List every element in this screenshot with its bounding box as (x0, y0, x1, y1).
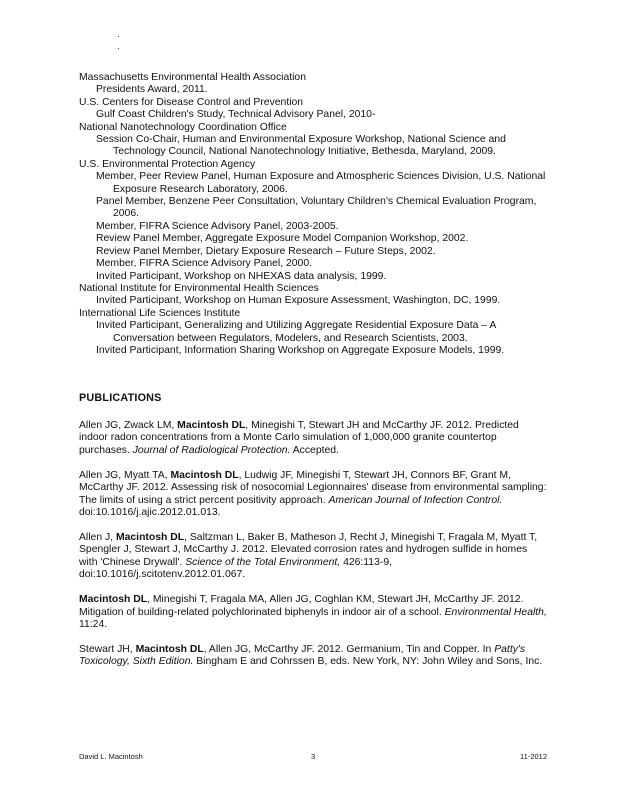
pub-journal: Journal of Radiological Protection. (132, 444, 291, 456)
scan-speck (118, 36, 119, 37)
pub-authors-pre: Allen JG, Zwack LM, (79, 420, 178, 431)
org-name: International Life Sciences Institute (79, 307, 241, 319)
pub-journal: Science of the Total Environment, (185, 556, 341, 568)
affiliation-item: Invited Participant, Workshop on Human Exposure Assessment, Washington, DC, 1999. (96, 295, 501, 307)
org-name: U.S. Centers for Disease Control and Prevention (79, 96, 304, 108)
affiliation-item: Review Panel Member, Dietary Exposure Research – Future Steps, 2002. (96, 245, 436, 257)
affiliation-item: Panel Member, Benzene Peer Consultation, Voluntary Children's Chemical Evaluation Program, 2006. (96, 196, 537, 220)
affiliation-item: Gulf Coast Children's Study, Technical Advisory Panel, 2010- (96, 109, 376, 121)
pub-author-highlight: Macintosh DL (135, 644, 204, 656)
pub-journal: American Journal of Infection Control. (328, 494, 503, 506)
publication-entry (79, 644, 547, 669)
publications-heading: PUBLICATIONS (79, 392, 162, 404)
publications-list (79, 420, 547, 681)
pub-author-highlight: Macintosh DL (177, 420, 246, 431)
pub-citation: , Saltzman L, Baker B, Matheson J, Recht J, Minegishi T, Fragala M, Myatt T, Spengler J, Stewart J, McCarthy J. 2012. Elevated corrosion rates and hydrogen sulfide in homes with 'Chinese Drywall'. (79, 532, 538, 568)
affiliation-item: Invited Participant, Information Sharing Workshop on Aggregate Exposure Models, 1999. (96, 344, 505, 356)
affiliations-list (79, 72, 549, 357)
pub-authors-pre: Allen JG, Myatt TA, (79, 469, 171, 481)
affiliation-item: Member, FIFRA Science Advisory Panel, 2003-2005. (96, 220, 339, 232)
pub-author-highlight: Macintosh DL (115, 532, 185, 544)
footer-date: 11-2012 (520, 752, 547, 761)
pub-details: Bingham E and Cohrssen B, eds. New York, NY: John Wiley and Sons, Inc. (193, 656, 543, 668)
publication-entry (79, 470, 547, 520)
pub-details: Accepted. (290, 444, 339, 456)
footer-page-number: 3 (311, 752, 316, 761)
org-name: Massachusetts Environmental Health Association (79, 72, 306, 83)
pub-authors-pre: Stewart JH, (79, 644, 136, 656)
affiliation-item: Presidents Award, 2011. (96, 84, 208, 96)
pub-journal: Environmental Health, (444, 606, 547, 618)
publication-entry (79, 594, 547, 631)
pub-details: 11:24. (79, 619, 108, 631)
pub-details: doi:10.1016/j.ajic.2012.01.013. (79, 507, 221, 519)
pub-author-highlight: Macintosh DL (79, 594, 148, 606)
pub-details: 426:113-9, doi:10.1016/j.scitotenv.2012.01.067. (79, 556, 392, 581)
affiliation-item: Review Panel Member, Aggregate Exposure Model Companion Workshop, 2002. (96, 233, 469, 245)
publication-entry (79, 532, 547, 582)
publication-entry (79, 420, 547, 457)
pub-author-highlight: Macintosh DL (170, 469, 239, 481)
org-name: U.S. Environmental Protection Agency (79, 158, 256, 170)
scan-speck (118, 48, 119, 49)
pub-citation: , Minegishi T, Fragala MA, Allen JG, Coghlan KM, Stewart JH, McCarthy JF. 2012. Mitigation of building-related polychlorinated biphenyls in indoor air of a school. (79, 594, 524, 618)
org-name: National Institute for Environmental Health Sciences (79, 282, 319, 294)
affiliation-item: Invited Participant, Workshop on NHEXAS data analysis, 1999. (96, 270, 387, 282)
pub-journal: Patty's Toxicology, Sixth Edition. (79, 644, 526, 668)
page-footer (79, 752, 547, 764)
pub-citation: , Allen JG, McCarthy JF. 2012. Germanium, Tin and Copper. In (203, 644, 495, 656)
affiliation-item: Session Co-Chair, Human and Environmental Exposure Workshop, National Science and Technology Council, National Nanotechnology Initiative, Bethesda, Maryland, 2009. (96, 134, 506, 158)
affiliation-item: Member, FIFRA Science Advisory Panel, 2000. (96, 258, 312, 270)
pub-citation: , Minegishi T, Stewart JH and McCarthy JF. 2012. Predicted indoor radon concentrations from a Monte Carlo simulation of 1,000,000 granite countertop purchases. (79, 420, 519, 456)
pub-authors-pre: Allen J, (79, 532, 116, 544)
affiliation-item: Invited Participant, Generalizing and Utilizing Aggregate Residential Exposure Data – A Conversation between Regulators, Modelers, and Research Scientists, 2003. (96, 320, 496, 344)
pub-citation: , Ludwig JF, Minegishi T, Stewart JH, Connors BF, Grant M, McCarthy JF. 2012. Assessing risk of nosocomial Legionnaires' disease from environmental sampling: The limits of using a strict percent positivity approach. (79, 469, 547, 506)
affiliation-item: Member, Peer Review Panel, Human Exposure and Atmospheric Sciences Division, U.S. National Exposure Research Laboratory, 2006. (96, 171, 546, 195)
org-name: National Nanotechnology Coordination Office (79, 121, 287, 133)
footer-author: David L. Macintosh (79, 752, 143, 761)
